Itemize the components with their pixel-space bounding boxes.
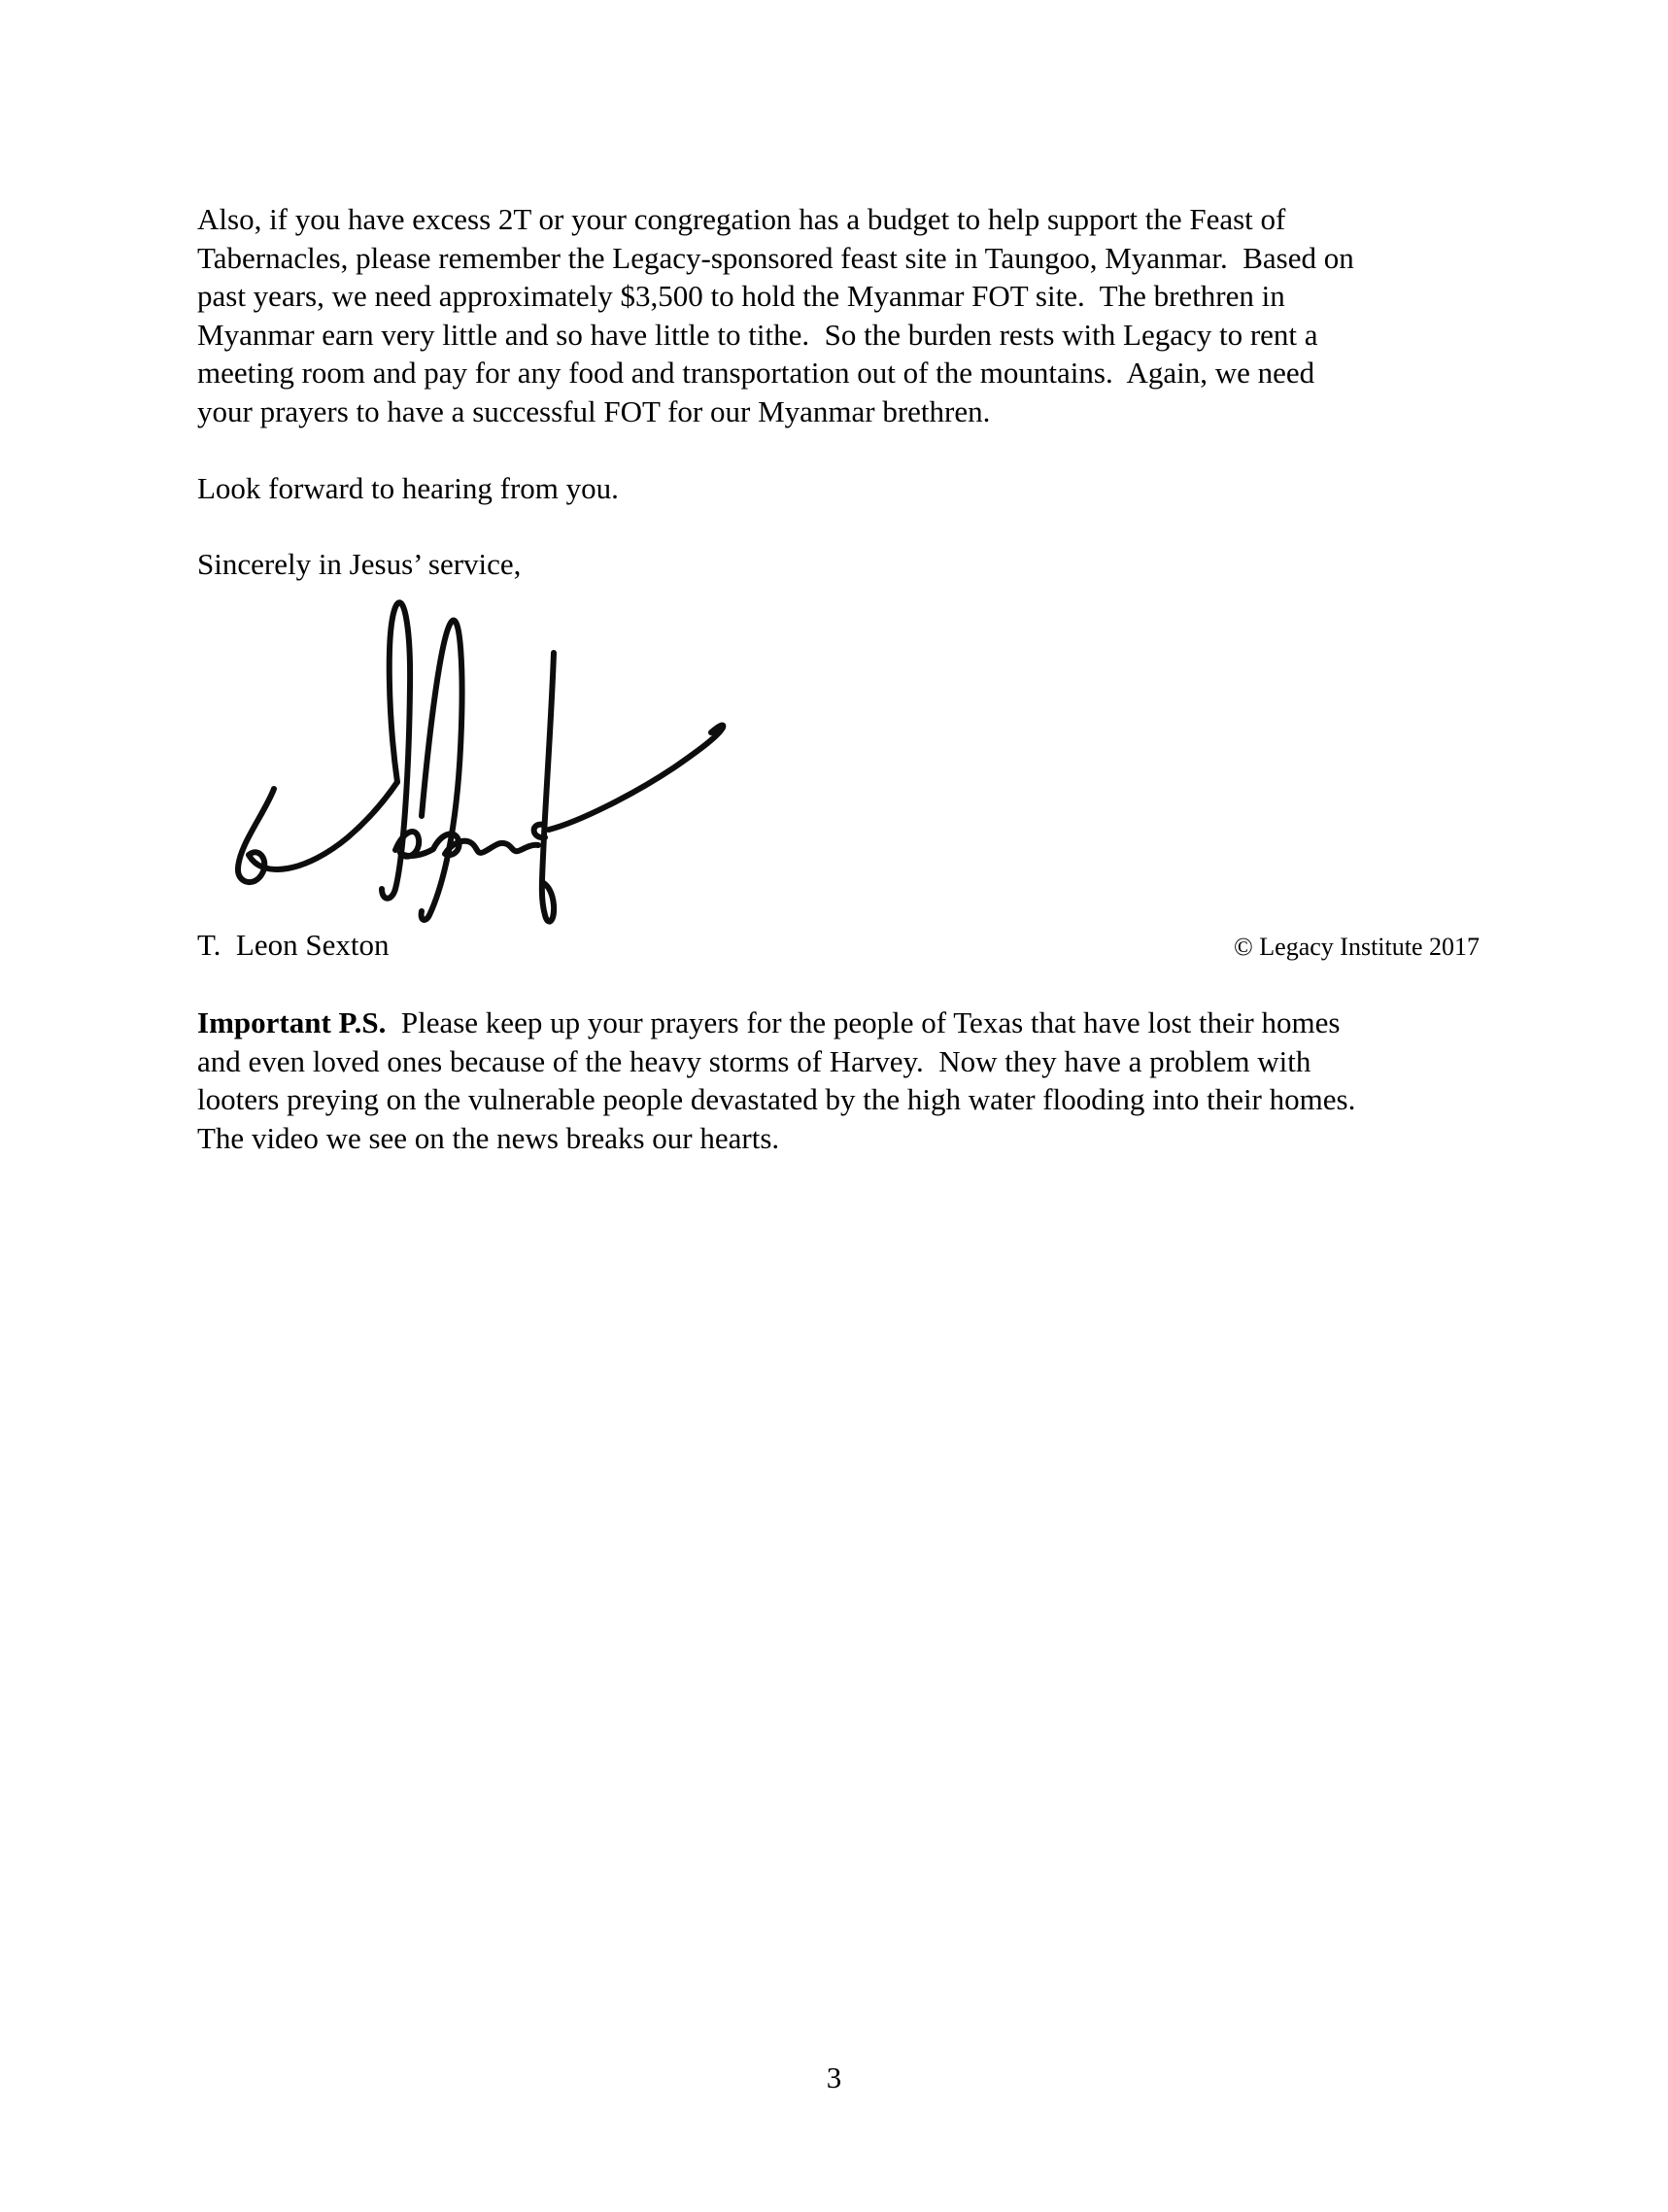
copyright-notice: © Legacy Institute 2017 bbox=[1234, 933, 1480, 961]
signer-name: T. Leon Sexton bbox=[197, 928, 390, 962]
signature-stroke bbox=[542, 653, 554, 922]
paragraph-line: Tabernacles, please remember the Legacy-sponsored feast site in Taungoo, Myanmar. Based on bbox=[197, 240, 1354, 275]
paragraph-line: The video we see on the news breaks our hearts. bbox=[197, 1120, 780, 1155]
postscript-label: Important P.S. bbox=[197, 1005, 387, 1039]
signature-stroke bbox=[422, 621, 462, 920]
paragraph-line: past years, we need approximately $3,500 to hold the Myanmar FOT site. The brethren in bbox=[197, 279, 1285, 314]
paragraph-line: and even loved ones because of the heavy storms of Harvey. Now they have a problem with bbox=[197, 1043, 1311, 1078]
paragraph-line: looters preying on the vulnerable people devastated by the high water flooding into their homes. bbox=[197, 1082, 1356, 1117]
paragraph-line: Look forward to hearing from you. bbox=[197, 471, 619, 505]
postscript-paragraph bbox=[197, 1004, 1480, 1157]
paragraph-line bbox=[197, 1004, 1480, 1042]
closing-line bbox=[197, 469, 1480, 508]
signature-stroke bbox=[238, 782, 397, 882]
paragraph-line: your prayers to have a successful FOT for our Myanmar brethren. bbox=[197, 393, 991, 428]
page-number: 3 bbox=[826, 2060, 842, 2094]
signature-block-row bbox=[197, 926, 1480, 967]
paragraph-line: meeting room and pay for any food and transportation out of the mountains. Again, we need bbox=[197, 356, 1315, 391]
paragraph-line: Sincerely in Jesus’ service, bbox=[197, 547, 522, 581]
postscript-line1-text: Please keep up your prayers for the people of Texas that have lost their homes bbox=[386, 1005, 1341, 1039]
paragraph-line: Myanmar earn very little and so have little to tithe. So the burden rests with Legacy to rent a bbox=[197, 317, 1318, 352]
salutation bbox=[197, 545, 1480, 584]
signature-image bbox=[223, 595, 729, 935]
paragraph-line: Also, if you have excess 2T or your congregation has a budget to help support the Feast of bbox=[197, 202, 1286, 236]
signature-stroke bbox=[395, 832, 538, 857]
paragraph-feast-support bbox=[197, 200, 1480, 431]
signature-stroke bbox=[549, 726, 723, 830]
signature-svg bbox=[223, 595, 729, 935]
